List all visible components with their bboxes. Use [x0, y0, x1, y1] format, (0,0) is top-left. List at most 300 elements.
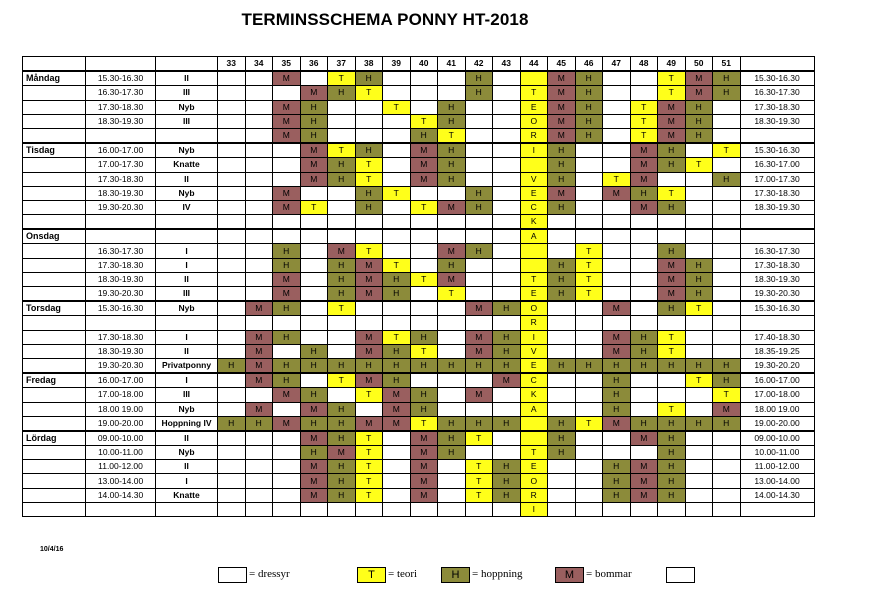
week-cell: [328, 316, 356, 330]
week-cell: [383, 128, 411, 143]
day-label: [23, 402, 86, 416]
week-cell: M: [630, 172, 658, 186]
week-header-row: [23, 57, 815, 72]
week-cell: [355, 402, 383, 416]
time-slot: 11.00-12.00: [86, 460, 156, 474]
week-cell: H: [465, 186, 493, 200]
week-cell: [685, 200, 713, 214]
time-slot-right: 15.30-16.30: [740, 71, 814, 86]
week-cell: M: [355, 416, 383, 431]
week-cell: T: [465, 474, 493, 488]
week-cell: [603, 200, 631, 214]
week-cell: [630, 244, 658, 258]
week-cell: M: [465, 344, 493, 358]
week-cell: H: [575, 128, 603, 143]
week-cell: [218, 330, 246, 344]
group-level: Nyb: [156, 143, 218, 158]
week-cell: [575, 344, 603, 358]
week-cell: T: [520, 446, 548, 460]
week-cell: [218, 301, 246, 316]
schedule-row: [23, 158, 815, 172]
week-cell: [355, 114, 383, 128]
week-cell: [328, 186, 356, 200]
week-cell: H: [630, 330, 658, 344]
week-cell: T: [410, 272, 438, 286]
week-cell: [493, 186, 521, 200]
week-cell: [273, 86, 301, 100]
week-cell: [383, 200, 411, 214]
week-cell: [383, 86, 411, 100]
day-label: [23, 158, 86, 172]
week-cell: [658, 388, 686, 402]
week-cell: M: [273, 416, 301, 431]
week-cell: [328, 388, 356, 402]
week-cell: H: [713, 86, 741, 100]
week-cell: [410, 86, 438, 100]
week-cell: [603, 272, 631, 286]
week-cell: H: [328, 431, 356, 446]
week-cell: [493, 402, 521, 416]
week-cell: [273, 402, 301, 416]
legend-swatch: T: [357, 567, 386, 583]
time-slot: 18.30-19.30: [86, 272, 156, 286]
week-cell: M: [355, 373, 383, 388]
week-cell: [493, 502, 521, 516]
week-cell: [218, 143, 246, 158]
week-cell: [520, 258, 548, 272]
week-cell: [548, 474, 576, 488]
week-cell: [383, 143, 411, 158]
week-cell: T: [658, 186, 686, 200]
week-cell: [438, 373, 466, 388]
week-cell: H: [300, 114, 328, 128]
week-cell: H: [713, 172, 741, 186]
week-cell: H: [218, 416, 246, 431]
legend-swatch: [218, 567, 247, 583]
week-cell: [355, 316, 383, 330]
group-level: [156, 316, 218, 330]
week-cell: M: [548, 71, 576, 86]
time-slot: 18.30-19.30: [86, 114, 156, 128]
week-cell: [685, 446, 713, 460]
week-cell: [713, 460, 741, 474]
week-cell: [575, 200, 603, 214]
week-cell: T: [465, 460, 493, 474]
group-level: II: [156, 431, 218, 446]
group-level: [156, 502, 218, 516]
day-label: Måndag: [23, 71, 86, 86]
week-cell: M: [603, 344, 631, 358]
week-cell: O: [520, 474, 548, 488]
week-number: 47: [603, 57, 631, 72]
week-cell: H: [548, 258, 576, 272]
week-cell: [245, 431, 273, 446]
time-slot-right: 11.00-12.00: [740, 460, 814, 474]
week-cell: M: [548, 186, 576, 200]
schedule-row: [23, 358, 815, 373]
week-cell: T: [355, 244, 383, 258]
time-slot-right: [740, 229, 814, 244]
week-cell: [438, 488, 466, 502]
group-level: Privatponny: [156, 358, 218, 373]
week-cell: [355, 128, 383, 143]
week-cell: M: [300, 143, 328, 158]
week-cell: [273, 229, 301, 244]
week-cell: M: [383, 402, 411, 416]
week-cell: [410, 373, 438, 388]
week-cell: [383, 431, 411, 446]
day-label: [23, 258, 86, 272]
day-label: [23, 416, 86, 431]
day-label: [23, 344, 86, 358]
week-cell: [603, 431, 631, 446]
week-cell: H: [438, 143, 466, 158]
week-cell: [245, 172, 273, 186]
week-cell: H: [438, 416, 466, 431]
week-cell: M: [410, 158, 438, 172]
week-cell: H: [685, 272, 713, 286]
week-cell: M: [713, 402, 741, 416]
week-cell: H: [548, 272, 576, 286]
week-cell: M: [245, 402, 273, 416]
week-cell: T: [355, 86, 383, 100]
legend-swatch: H: [441, 567, 470, 583]
week-cell: H: [383, 344, 411, 358]
week-number: 37: [328, 57, 356, 72]
week-cell: [383, 114, 411, 128]
week-cell: [273, 502, 301, 516]
week-cell: E: [520, 358, 548, 373]
week-cell: [630, 446, 658, 460]
group-level: IV: [156, 200, 218, 214]
week-cell: H: [328, 488, 356, 502]
week-cell: [438, 86, 466, 100]
week-cell: [438, 460, 466, 474]
week-cell: [355, 100, 383, 114]
legend-label: = bommar: [586, 568, 632, 580]
week-number: 46: [575, 57, 603, 72]
legend-label: = teori: [388, 568, 418, 580]
week-cell: T: [658, 330, 686, 344]
week-cell: H: [603, 460, 631, 474]
week-cell: M: [245, 330, 273, 344]
week-cell: [218, 474, 246, 488]
week-cell: M: [685, 86, 713, 100]
week-cell: [218, 431, 246, 446]
week-cell: [465, 373, 493, 388]
week-cell: H: [548, 143, 576, 158]
week-cell: [685, 316, 713, 330]
week-cell: H: [300, 100, 328, 114]
week-cell: [493, 143, 521, 158]
week-cell: T: [575, 258, 603, 272]
week-cell: [465, 158, 493, 172]
week-cell: I: [520, 330, 548, 344]
week-cell: [245, 229, 273, 244]
schedule-row: [23, 86, 815, 100]
week-cell: T: [383, 330, 411, 344]
week-cell: M: [658, 100, 686, 114]
week-cell: [713, 272, 741, 286]
week-cell: A: [520, 402, 548, 416]
week-cell: H: [438, 172, 466, 186]
group-level: [156, 215, 218, 230]
week-cell: [218, 229, 246, 244]
week-cell: H: [493, 416, 521, 431]
week-cell: H: [658, 158, 686, 172]
week-cell: M: [465, 330, 493, 344]
week-cell: H: [355, 200, 383, 214]
week-cell: M: [300, 158, 328, 172]
week-cell: M: [410, 488, 438, 502]
group-level: III: [156, 114, 218, 128]
week-cell: [383, 488, 411, 502]
week-cell: [438, 215, 466, 230]
time-slot: 18.30-19.30: [86, 344, 156, 358]
week-cell: H: [548, 431, 576, 446]
week-cell: H: [355, 143, 383, 158]
week-cell: T: [713, 143, 741, 158]
week-cell: M: [355, 272, 383, 286]
time-slot-right: 18.00 19.00: [740, 402, 814, 416]
day-label: Lördag: [23, 431, 86, 446]
week-cell: [245, 502, 273, 516]
week-number: 35: [273, 57, 301, 72]
week-cell: [685, 388, 713, 402]
week-cell: [410, 287, 438, 302]
schedule-row: [23, 488, 815, 502]
week-cell: [548, 388, 576, 402]
week-cell: M: [630, 431, 658, 446]
week-cell: [218, 388, 246, 402]
week-cell: [245, 460, 273, 474]
week-cell: [218, 86, 246, 100]
week-cell: [465, 128, 493, 143]
time-slot-right: 18.30-19.30: [740, 272, 814, 286]
week-cell: H: [273, 244, 301, 258]
group-level: [156, 128, 218, 143]
week-cell: T: [410, 416, 438, 431]
week-cell: [548, 244, 576, 258]
time-slot-right: 17.40-18.30: [740, 330, 814, 344]
week-cell: [630, 287, 658, 302]
week-cell: [603, 446, 631, 460]
week-cell: [548, 330, 576, 344]
week-cell: V: [520, 344, 548, 358]
week-cell: [575, 388, 603, 402]
group-level: I: [156, 373, 218, 388]
week-cell: [548, 316, 576, 330]
week-cell: [713, 301, 741, 316]
week-cell: [713, 502, 741, 516]
week-cell: [245, 86, 273, 100]
schedule-row: [23, 402, 815, 416]
week-number: 43: [493, 57, 521, 72]
week-cell: T: [355, 158, 383, 172]
time-slot: 19.30-20.30: [86, 287, 156, 302]
header-blank-cell: [740, 57, 814, 72]
time-slot: 17.30-18.30: [86, 172, 156, 186]
week-cell: [245, 258, 273, 272]
week-cell: [355, 215, 383, 230]
day-label: [23, 287, 86, 302]
week-cell: H: [658, 474, 686, 488]
week-cell: H: [685, 128, 713, 143]
week-cell: M: [685, 71, 713, 86]
week-number: 48: [630, 57, 658, 72]
week-cell: [685, 143, 713, 158]
group-level: Knatte: [156, 158, 218, 172]
group-level: Nyb: [156, 446, 218, 460]
week-cell: [575, 143, 603, 158]
week-cell: [658, 215, 686, 230]
legend-label: = dressyr: [249, 568, 290, 580]
week-cell: M: [273, 200, 301, 214]
week-cell: [658, 316, 686, 330]
week-cell: M: [438, 200, 466, 214]
week-cell: [273, 488, 301, 502]
week-cell: [383, 215, 411, 230]
group-level: I: [156, 244, 218, 258]
week-cell: [245, 272, 273, 286]
week-cell: [273, 344, 301, 358]
time-slot-right: 18.30-19.30: [740, 200, 814, 214]
week-cell: M: [273, 272, 301, 286]
week-cell: H: [493, 344, 521, 358]
schedule-row: [23, 388, 815, 402]
week-number: 51: [713, 57, 741, 72]
week-cell: H: [713, 71, 741, 86]
week-cell: [300, 330, 328, 344]
day-label: [23, 502, 86, 516]
time-slot: 16.00-17.00: [86, 373, 156, 388]
week-cell: [273, 143, 301, 158]
week-cell: H: [685, 114, 713, 128]
week-cell: [218, 287, 246, 302]
week-cell: H: [658, 460, 686, 474]
week-cell: H: [713, 358, 741, 373]
week-cell: M: [658, 272, 686, 286]
week-cell: H: [383, 373, 411, 388]
day-label: [23, 100, 86, 114]
week-cell: O: [520, 114, 548, 128]
week-cell: [658, 229, 686, 244]
time-slot: 17.30-18.30: [86, 330, 156, 344]
time-slot: 17.00-17.30: [86, 158, 156, 172]
week-cell: M: [630, 488, 658, 502]
week-cell: H: [548, 416, 576, 431]
week-cell: [685, 460, 713, 474]
week-cell: [245, 446, 273, 460]
week-cell: [713, 128, 741, 143]
time-slot: 16.30-17.30: [86, 244, 156, 258]
week-cell: H: [273, 301, 301, 316]
week-cell: H: [658, 143, 686, 158]
week-cell: [685, 344, 713, 358]
week-number: 33: [218, 57, 246, 72]
schedule-row: [23, 272, 815, 286]
week-cell: [548, 460, 576, 474]
week-cell: [273, 474, 301, 488]
week-number: 49: [658, 57, 686, 72]
day-label: [23, 330, 86, 344]
week-cell: [630, 215, 658, 230]
week-cell: H: [300, 358, 328, 373]
week-cell: A: [520, 229, 548, 244]
day-label: [23, 272, 86, 286]
week-cell: H: [383, 358, 411, 373]
week-cell: [685, 229, 713, 244]
week-cell: [383, 446, 411, 460]
week-cell: [410, 186, 438, 200]
week-cell: R: [520, 316, 548, 330]
week-cell: [713, 158, 741, 172]
week-cell: [245, 128, 273, 143]
week-cell: [328, 215, 356, 230]
week-cell: H: [685, 358, 713, 373]
week-cell: [465, 172, 493, 186]
week-cell: [410, 100, 438, 114]
week-cell: [273, 316, 301, 330]
week-cell: H: [410, 330, 438, 344]
week-cell: [630, 402, 658, 416]
week-cell: I: [520, 502, 548, 516]
week-cell: [603, 258, 631, 272]
day-label: Onsdag: [23, 229, 86, 244]
week-cell: [328, 200, 356, 214]
week-cell: [575, 488, 603, 502]
week-cell: [713, 215, 741, 230]
week-cell: [548, 373, 576, 388]
week-cell: T: [383, 186, 411, 200]
week-cell: [300, 287, 328, 302]
week-cell: [218, 258, 246, 272]
week-cell: [218, 402, 246, 416]
week-cell: M: [630, 158, 658, 172]
week-cell: T: [685, 301, 713, 316]
week-cell: [630, 229, 658, 244]
week-cell: [575, 373, 603, 388]
week-cell: [383, 474, 411, 488]
group-level: Nyb: [156, 301, 218, 316]
week-cell: H: [603, 474, 631, 488]
week-cell: T: [383, 100, 411, 114]
schedule-row: [23, 100, 815, 114]
week-cell: H: [328, 402, 356, 416]
week-cell: H: [410, 358, 438, 373]
time-slot: [86, 215, 156, 230]
week-cell: [300, 373, 328, 388]
week-cell: [245, 100, 273, 114]
week-cell: [438, 388, 466, 402]
time-slot: 16.00-17.00: [86, 143, 156, 158]
time-slot-right: 18.30-19.30: [740, 114, 814, 128]
week-cell: [575, 460, 603, 474]
schedule-row: [23, 244, 815, 258]
day-label: [23, 186, 86, 200]
week-cell: [245, 71, 273, 86]
group-level: Nyb: [156, 402, 218, 416]
group-level: I: [156, 258, 218, 272]
week-cell: H: [328, 86, 356, 100]
week-number: 50: [685, 57, 713, 72]
week-cell: [575, 215, 603, 230]
week-cell: T: [575, 287, 603, 302]
week-cell: H: [245, 416, 273, 431]
week-number: 36: [300, 57, 328, 72]
week-cell: E: [520, 460, 548, 474]
week-cell: [493, 215, 521, 230]
